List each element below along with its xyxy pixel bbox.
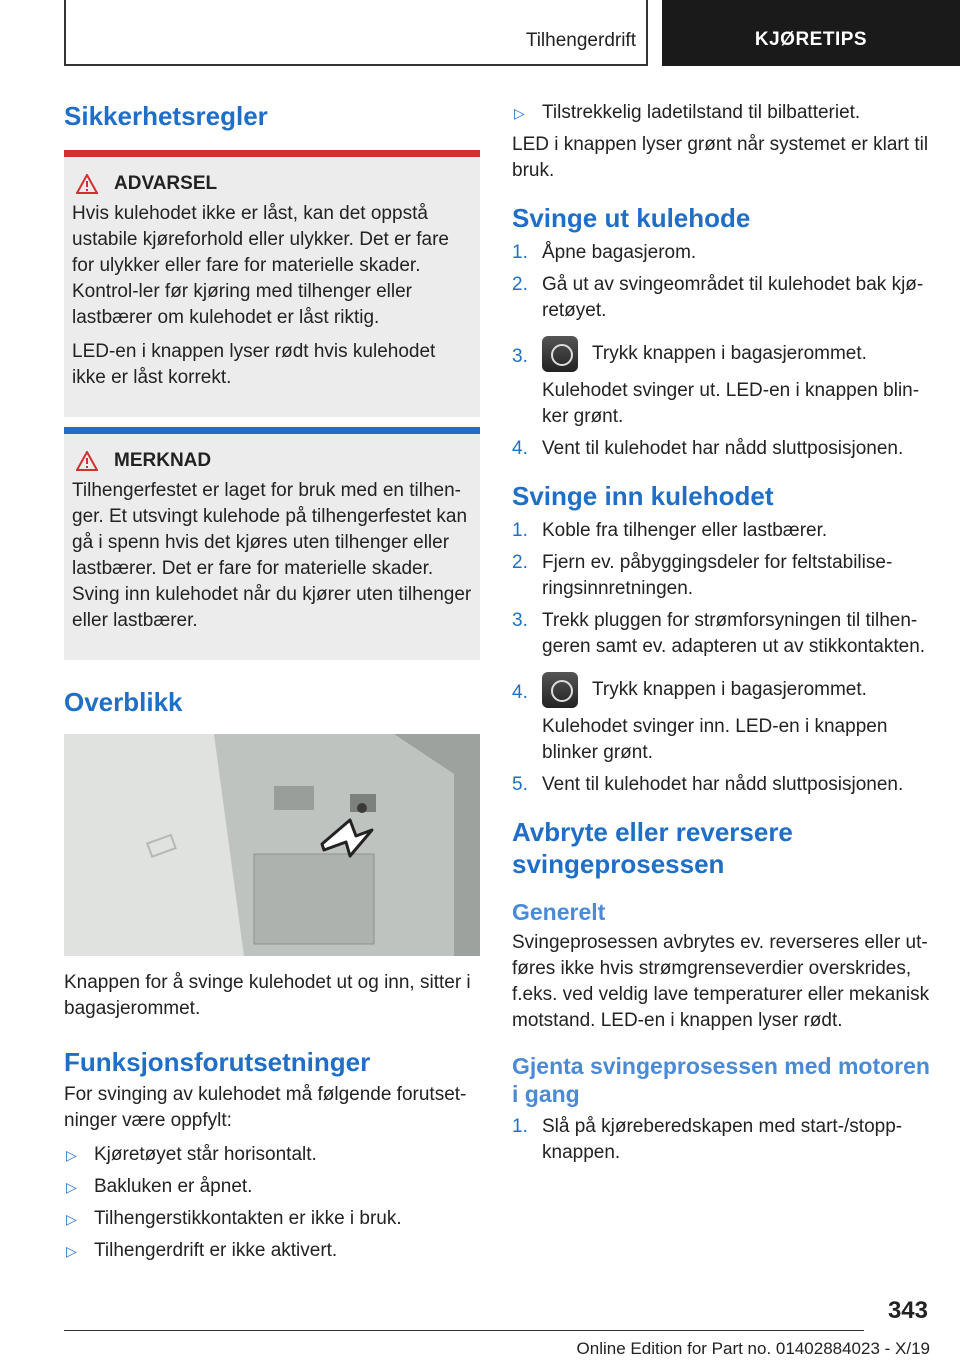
step-text: Åpne bagasjerom. [542, 242, 697, 263]
step-item [512, 518, 932, 544]
trunk-photo [64, 734, 480, 956]
triangle-bullet-icon: ▷ [66, 1179, 77, 1195]
step-item [512, 772, 932, 798]
list-item-text: Tilstrekkelig ladetilstand til bilbatteriet. [542, 102, 861, 123]
list-item [64, 1238, 480, 1264]
header-bottom-rule [64, 64, 648, 66]
header-chapter-tab[interactable]: KJØRETIPS [662, 0, 960, 66]
step-text: Gå ut av svingeområdet til kulehodet bak kjø-retøyet. [542, 274, 924, 321]
header-divider [646, 0, 648, 66]
footer-rule [64, 1330, 864, 1331]
overview-caption: Knappen for å svinge kulehodet ut og inn, sitter i bagasjerommet. [64, 972, 471, 1019]
step-number: 1. [512, 520, 528, 541]
list-item [64, 1206, 480, 1232]
warning-triangle-icon [76, 451, 98, 471]
right-column [512, 100, 932, 1172]
list-item-text: Tilhengerstikkontakten er ikke i bruk. [94, 1208, 402, 1229]
footer-edition: Online Edition for Part no. 01402884023 - X/19 [576, 1339, 930, 1358]
note-title-text: MERKNAD [114, 450, 212, 471]
functions-heading: Funksjonsforutsetninger [64, 1047, 371, 1077]
step-number: 2. [512, 274, 528, 295]
swing-in-steps [512, 518, 932, 798]
step-number: 4. [512, 682, 528, 703]
trailer-hitch-button-icon [542, 336, 578, 372]
note-box [64, 427, 480, 660]
safety-heading: Sikkerhetsregler [64, 101, 268, 131]
overview-heading: Overblikk [64, 687, 183, 717]
list-item-text: Tilhengerdrift er ikke aktivert. [94, 1240, 338, 1261]
step-number: 1. [512, 242, 528, 263]
step-number: 2. [512, 552, 528, 573]
step-text: Fjern ev. påbyggingsdeler for feltstabilise-ringsinnretningen. [542, 552, 893, 599]
list-item-text: Bakluken er åpnet. [94, 1176, 253, 1197]
page-number: 343 [887, 1297, 928, 1324]
step-item [512, 672, 932, 766]
list-item-text: Kjøretøyet står horisontalt. [94, 1144, 317, 1165]
note-text: Tilhengerfestet er laget for bruk med en tilhen-ger. Et utsvingt kulehode på tilhengerfestet kan gå i spenn hvis det kjøres uten tilhenger eller lastbærer. Det er fare for materielle skader. Sving inn kulehodet når du kjører uten tilhenger eller lastbærer. [72, 480, 472, 631]
step-number: 3. [512, 346, 528, 367]
warning-title [76, 171, 472, 197]
step-number: 3. [512, 610, 528, 631]
step-text: Trekk pluggen for strømforsyningen til tilhen-geren samt ev. adapteren ut av stikkontakten. [542, 610, 926, 657]
step-item [512, 336, 932, 430]
warning-triangle-icon [76, 174, 98, 194]
header-section-label: Tilhengerdrift [525, 30, 636, 51]
note-title [76, 448, 472, 474]
triangle-bullet-icon: ▷ [66, 1147, 77, 1163]
step-text: Slå på kjøreberedskapen med start-/stopp-knappen. [542, 1116, 903, 1163]
repeat-heading: Gjenta svingeprosessen med motoren i gang [512, 1053, 930, 1107]
step-item [512, 240, 932, 266]
abort-heading: Avbryte eller reversere svingeprosessen [512, 817, 793, 879]
swing-in-heading: Svinge inn kulehodet [512, 481, 774, 511]
triangle-bullet-icon: ▷ [66, 1211, 77, 1227]
step-item [512, 436, 932, 462]
warning-box [64, 150, 480, 417]
list-item [64, 1174, 480, 1200]
step-item [512, 272, 932, 324]
general-text: Svingeprosessen avbrytes ev. reverseres eller ut-føres ikke hvis strømgrenseverdier overskrides, f.eks. ved veldig lave temperaturer eller mekanisk motstand. LED-en i knappen lyser rødt. [512, 932, 930, 1031]
general-heading: Generelt [512, 899, 606, 925]
step-text: Trykk knappen i bagasjerommet. [592, 679, 867, 701]
led-ready-text: LED i knappen lyser grønt når systemet er klart til bruk. [512, 134, 929, 181]
left-column [64, 100, 480, 1270]
step-text: Vent til kulehodet har nådd sluttposisjonen. [542, 438, 904, 459]
step-number: 4. [512, 438, 528, 459]
functions-intro: For svinging av kulehodet må følgende forutset-ninger være oppfylt: [64, 1084, 467, 1131]
step-text: Trykk knappen i bagasjerommet. [592, 343, 867, 365]
functions-list [64, 1142, 480, 1264]
step-text: Koble fra tilhenger eller lastbærer. [542, 520, 828, 541]
triangle-bullet-icon: ▷ [66, 1243, 77, 1259]
swing-out-steps [512, 240, 932, 462]
swing-out-heading: Svinge ut kulehode [512, 203, 751, 233]
step-item [512, 608, 932, 660]
warning-title-text: ADVARSEL [114, 173, 218, 194]
warning-text-2: LED-en i knappen lyser rødt hvis kulehodet ikke er låst korrekt. [72, 341, 436, 388]
step-text: Vent til kulehodet har nådd sluttposisjonen. [542, 774, 904, 795]
trunk-illustration [64, 734, 480, 956]
list-item [512, 100, 932, 126]
trailer-hitch-button-icon [542, 672, 578, 708]
step-number: 1. [512, 1116, 528, 1137]
functions-list-continued [512, 100, 932, 126]
step-item [512, 1114, 932, 1166]
step-item [512, 550, 932, 602]
triangle-bullet-icon: ▷ [514, 105, 525, 121]
step-subtext: Kulehodet svinger inn. LED-en i knappen blinker grønt. [542, 716, 888, 763]
list-item [64, 1142, 480, 1168]
step-number: 5. [512, 774, 528, 795]
repeat-steps [512, 1114, 932, 1166]
step-subtext: Kulehodet svinger ut. LED-en i knappen blin-ker grønt. [542, 380, 920, 427]
header-left-rule [64, 0, 66, 66]
warning-text-1: Hvis kulehodet ikke er låst, kan det oppstå ustabile kjøreforhold eller ulykker. Det er fare for ulykker eller fare for materielle skader. Kontrol-ler før kjøring med tilhenger eller lastbærer om kulehodet er låst riktig. [72, 203, 449, 328]
